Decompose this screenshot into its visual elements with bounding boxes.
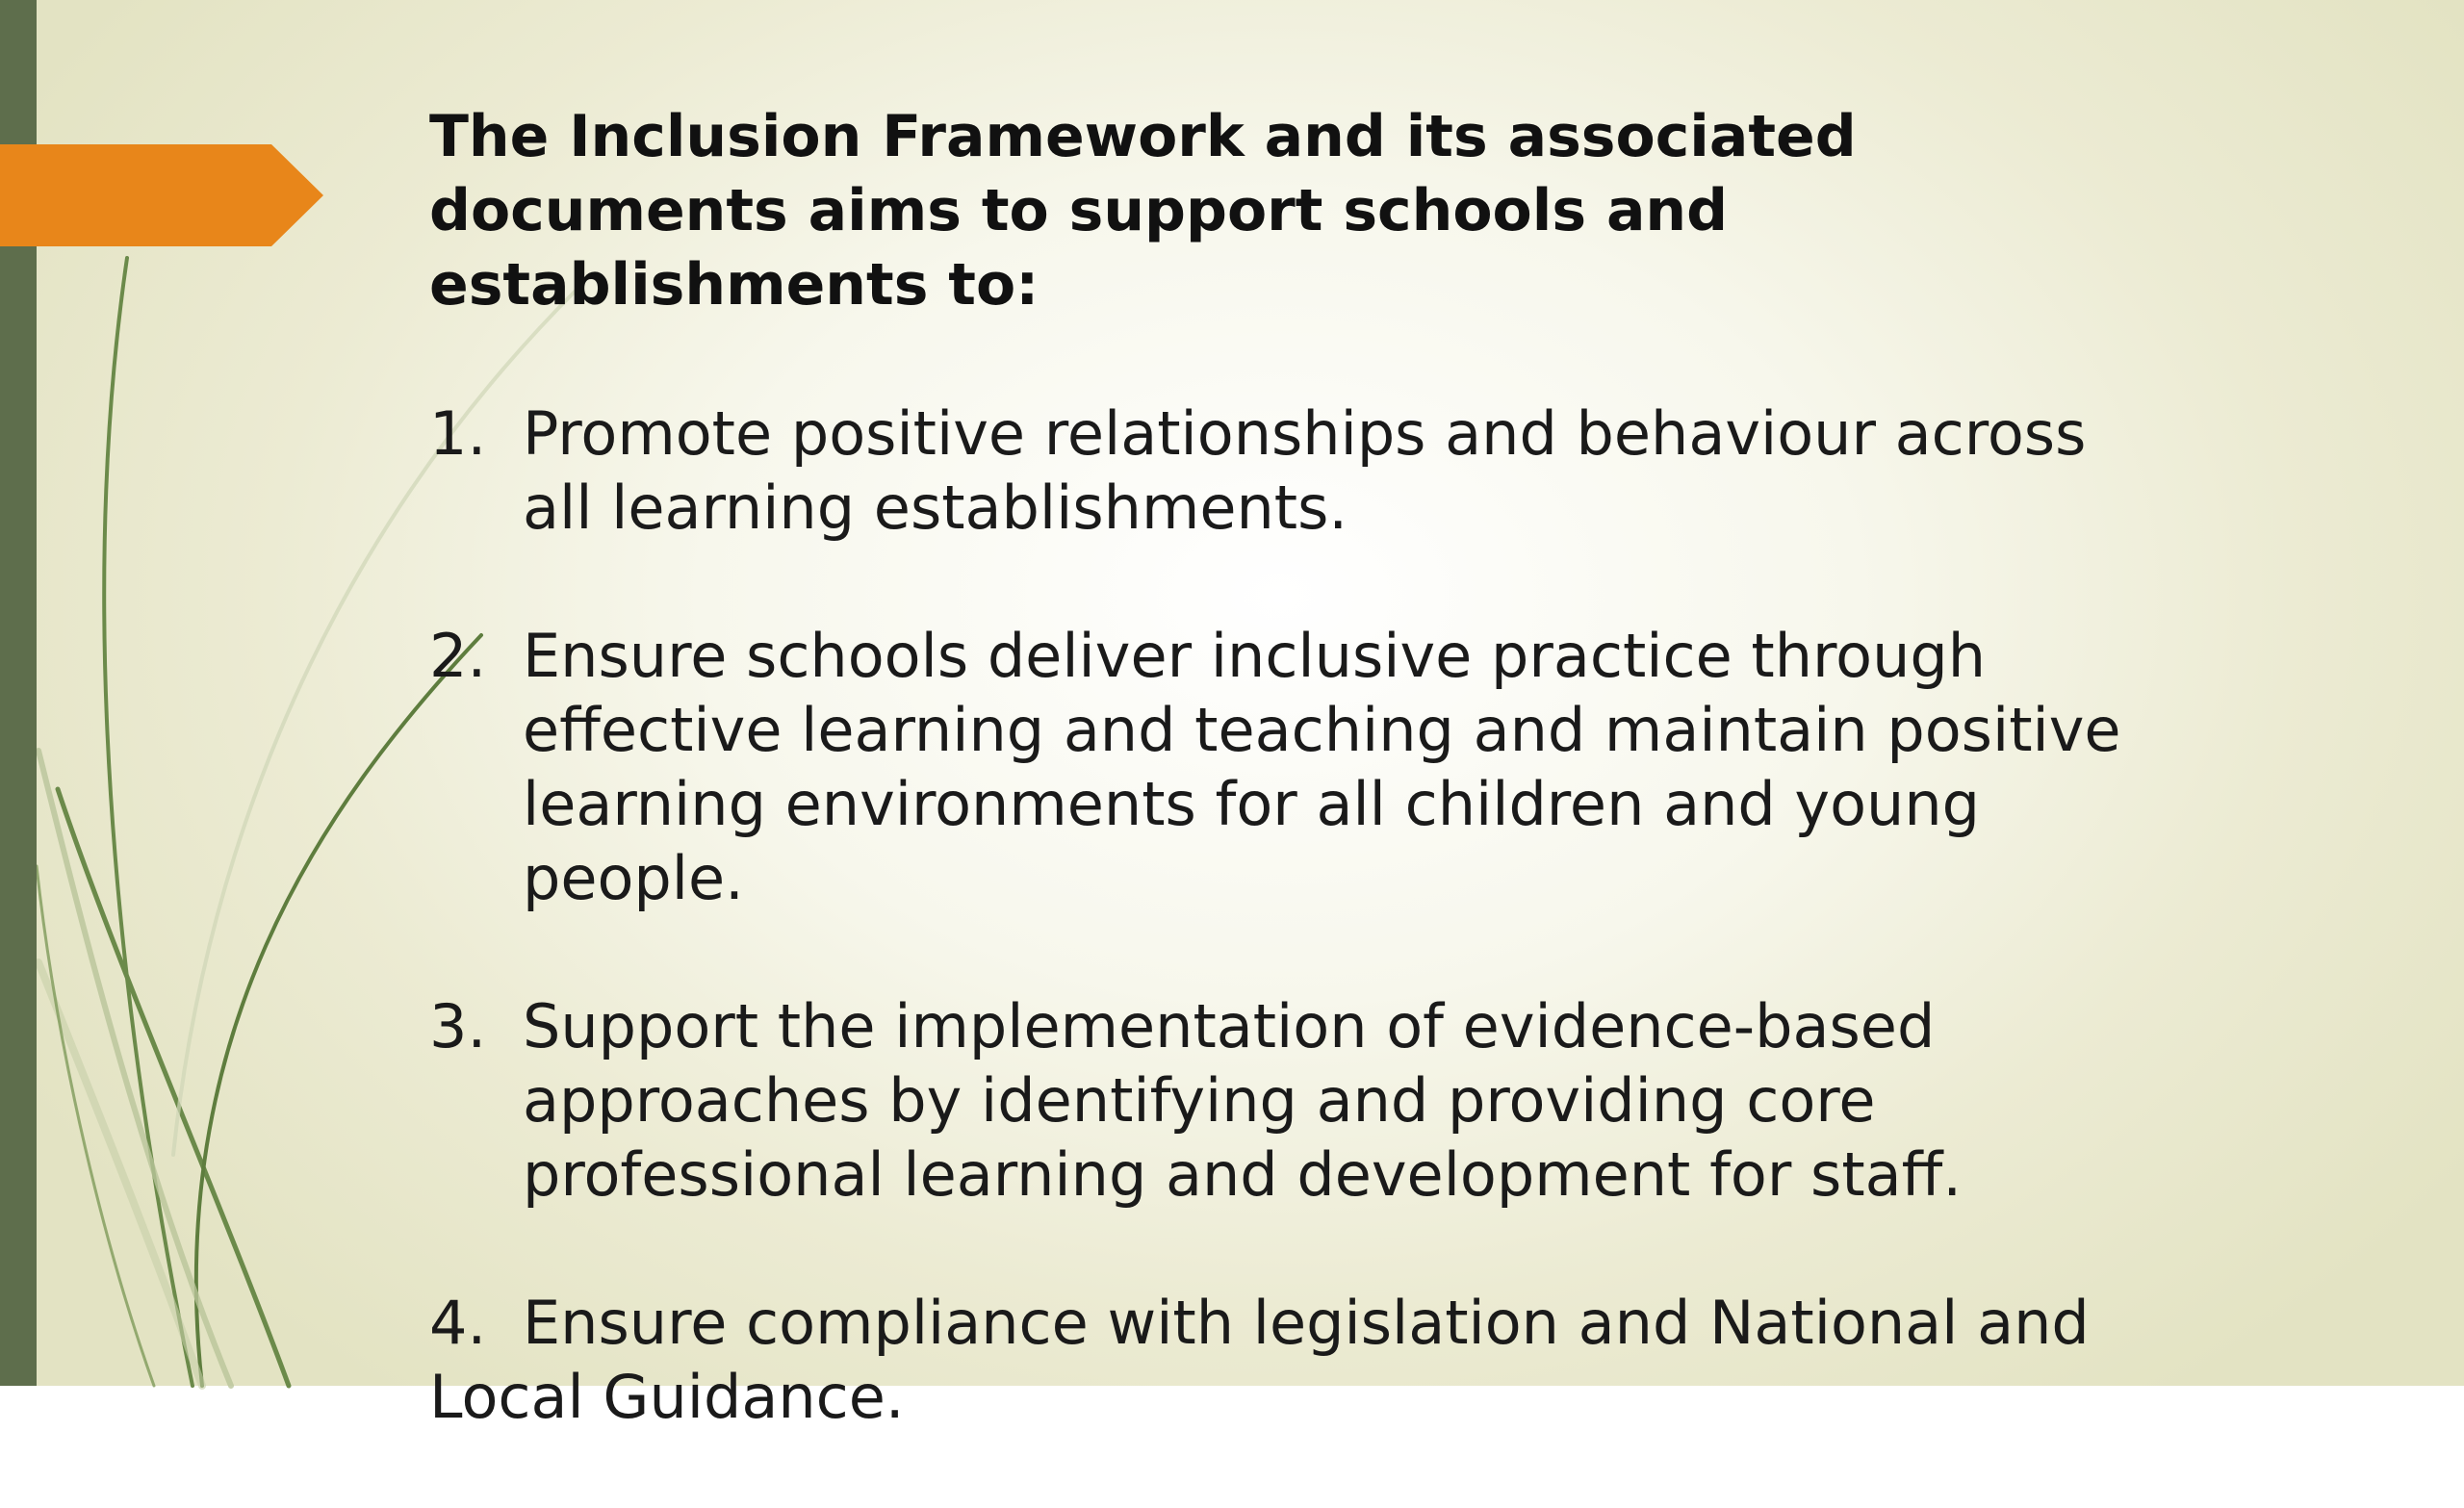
list-item-text: Support the implementation of evidence-based approaches by identifying and providing core professional learning and development for staff. [523,991,1963,1210]
list-item [429,989,2143,1212]
aims-list [429,396,2143,1434]
decor-stem-1 [104,258,192,1386]
list-item [429,1286,2143,1434]
list-item-text: Promote positive relationships and behaviour across all learning establishments. [523,398,2087,543]
slide-content [429,100,2143,1508]
list-item-number: 3. [429,991,487,1061]
decor-stem-7 [37,866,154,1386]
list-item [429,396,2143,545]
list-item-number: 2. [429,621,487,691]
orange-arrow-marker [0,144,323,246]
decor-stem-6 [38,962,202,1386]
slide-heading: The Inclusion Framework and its associated documents aims to support schools and establishments to: [429,103,1857,319]
list-item [429,619,2143,915]
list-item-number: 4. [429,1288,487,1358]
list-item-text: Ensure schools deliver inclusive practice through effective learning and teaching and maintain positive learning environments for all children and young people. [523,621,2121,913]
list-item-text: Ensure compliance with legislation and National and Local Guidance. [429,1288,2090,1432]
list-item-number: 1. [429,398,487,469]
